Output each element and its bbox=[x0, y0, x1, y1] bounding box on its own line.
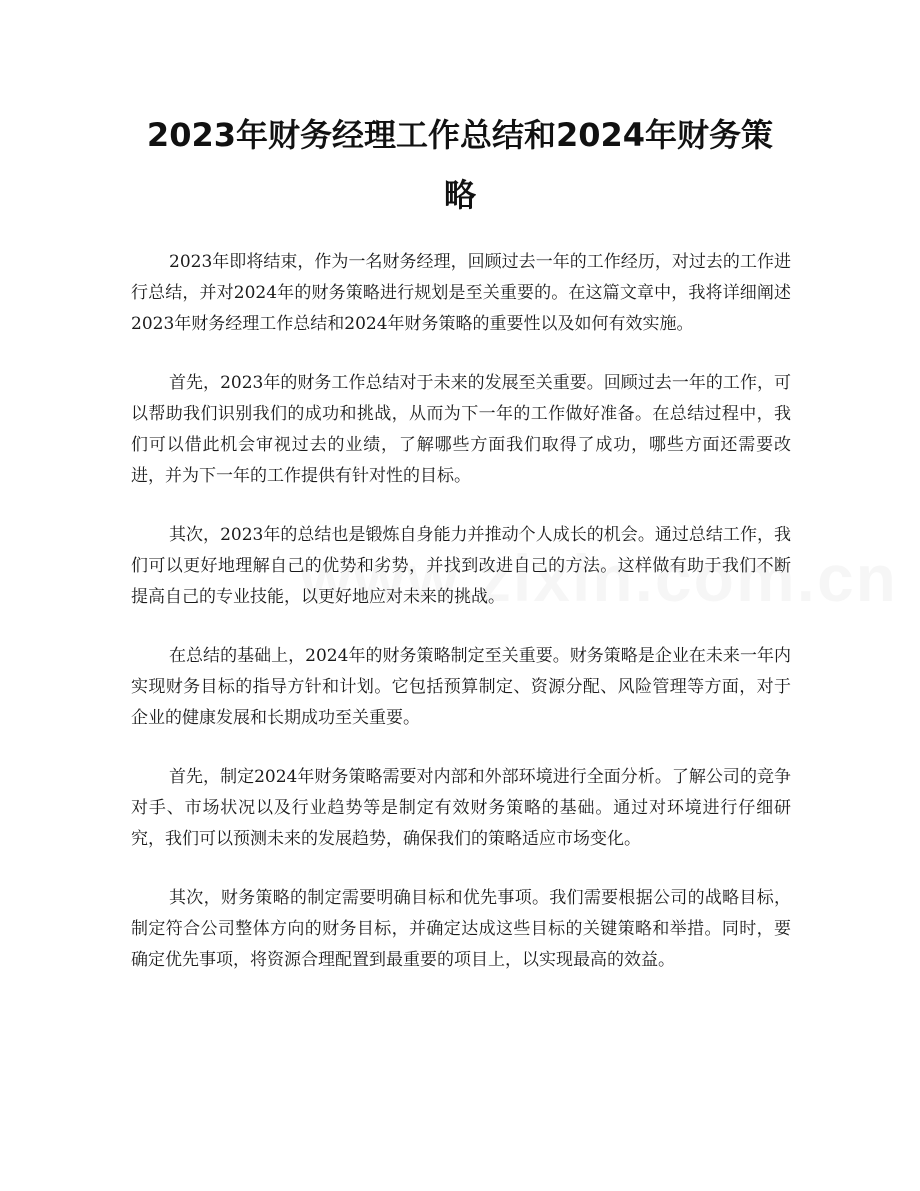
paragraph-strategy-importance: 在总结的基础上，2024年的财务策略制定至关重要。财务策略是企业在未来一年内实现财务目标的指导方针和计划。它包括预算制定、资源分配、风险管理等方面，对于企业的健康发展和长期成功至关重要。 bbox=[131, 646, 791, 728]
paragraph-summary-importance: 首先，2023年的财务工作总结对于未来的发展至关重要。回顾过去一年的工作，可以帮助我们识别我们的成功和挑战，从而为下一年的工作做好准备。在总结过程中，我们可以借此机会审视过去的业绩，了解哪些方面我们取得了成功，哪些方面还需要改进，并为下一年的工作提供有针对性的目标。 bbox=[131, 373, 791, 486]
paragraph-environment-analysis: 首先，制定2024年财务策略需要对内部和外部环境进行全面分析。了解公司的竞争对手、市场状况以及行业趋势等是制定有效财务策略的基础。通过对环境进行仔细研究，我们可以预测未来的发展趋势，确保我们的策略适应市场变化。 bbox=[131, 767, 791, 849]
paragraph-goals-priorities: 其次，财务策略的制定需要明确目标和优先事项。我们需要根据公司的战略目标，制定符合公司整体方向的财务目标，并确定达成这些目标的关键策略和举措。同时，要确定优先事项，将资源合理配置到最重要的项目上，以实现最高的效益。 bbox=[131, 888, 791, 970]
paragraph-intro: 2023年即将结束，作为一名财务经理，回顾过去一年的工作经历，对过去的工作进行总结，并对2024年的财务策略进行规划是至关重要的。在这篇文章中，我将详细阐述2023年财务经理工作总结和2024年财务策略的重要性以及如何有效实施。 bbox=[131, 252, 791, 334]
document-body bbox=[131, 247, 791, 1004]
paragraph-personal-growth: 其次，2023年的总结也是锻炼自身能力并推动个人成长的机会。通过总结工作，我们可以更好地理解自己的优势和劣势，并找到改进自己的方法。这样做有助于我们不断提高自己的专业技能，以更好地应对未来的挑战。 bbox=[131, 525, 791, 607]
document-title: 2023年财务经理工作总结和2024年财务策略 bbox=[146, 116, 774, 214]
